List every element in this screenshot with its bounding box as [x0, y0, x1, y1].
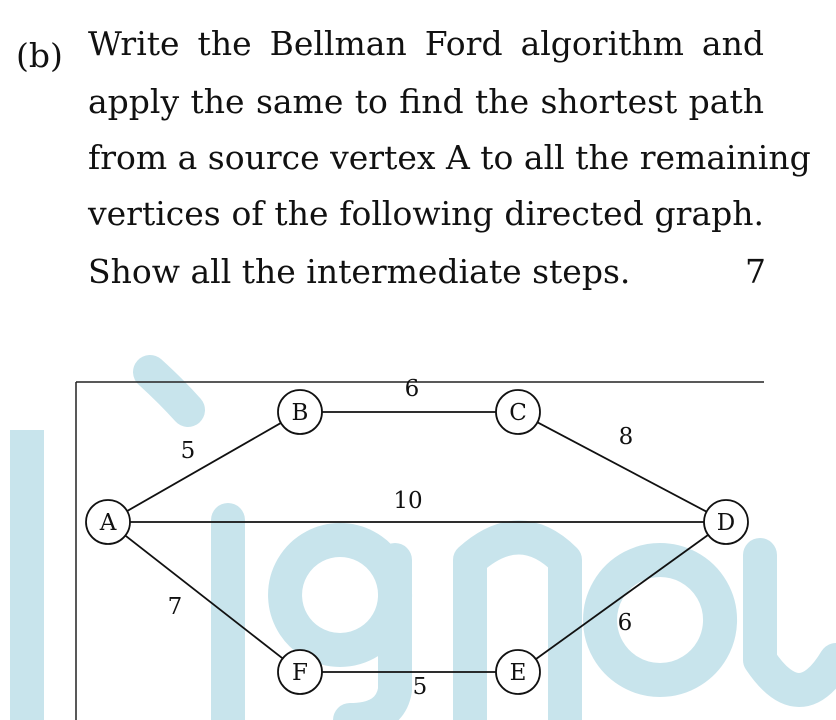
edge-weight-c-d: 8 [618, 424, 634, 450]
question-line-4: vertices of the following directed graph. [88, 194, 764, 233]
edge-a-f [125, 536, 282, 659]
edge-a-b [127, 423, 281, 511]
edge-e-d [536, 535, 708, 659]
node-e [496, 650, 540, 694]
question-line-1: Write the Bellman Ford algorithm and [88, 24, 764, 63]
node-label-f: F [292, 660, 308, 686]
question-marks: 7 [745, 252, 766, 291]
edge-weight-a-f: 7 [167, 594, 183, 620]
question-line-3: from a source vertex A to all the remaining [88, 138, 811, 177]
edge-weight-b-c: 6 [404, 376, 420, 402]
node-label-d: D [716, 510, 736, 536]
node-a [86, 500, 130, 544]
node-f [278, 650, 322, 694]
question-label: (b) [16, 36, 63, 75]
node-d [704, 500, 748, 544]
graph-nodes [86, 390, 748, 694]
question-line-5: Show all the intermediate steps. [88, 252, 631, 291]
node-label-c: C [509, 400, 527, 426]
node-label-a: A [99, 510, 117, 536]
node-c [496, 390, 540, 434]
edge-weight-e-d: 6 [617, 610, 633, 636]
edge-weight-f-e: 5 [412, 674, 428, 700]
graph-edge-weights [168, 376, 634, 700]
node-label-b: B [291, 400, 309, 426]
question-line-2: apply the same to find the shortest path [88, 82, 764, 121]
node-b [278, 390, 322, 434]
node-label-e: E [509, 660, 527, 686]
edge-weight-a-d: 10 [393, 488, 423, 514]
edge-weight-a-b: 5 [180, 438, 196, 464]
